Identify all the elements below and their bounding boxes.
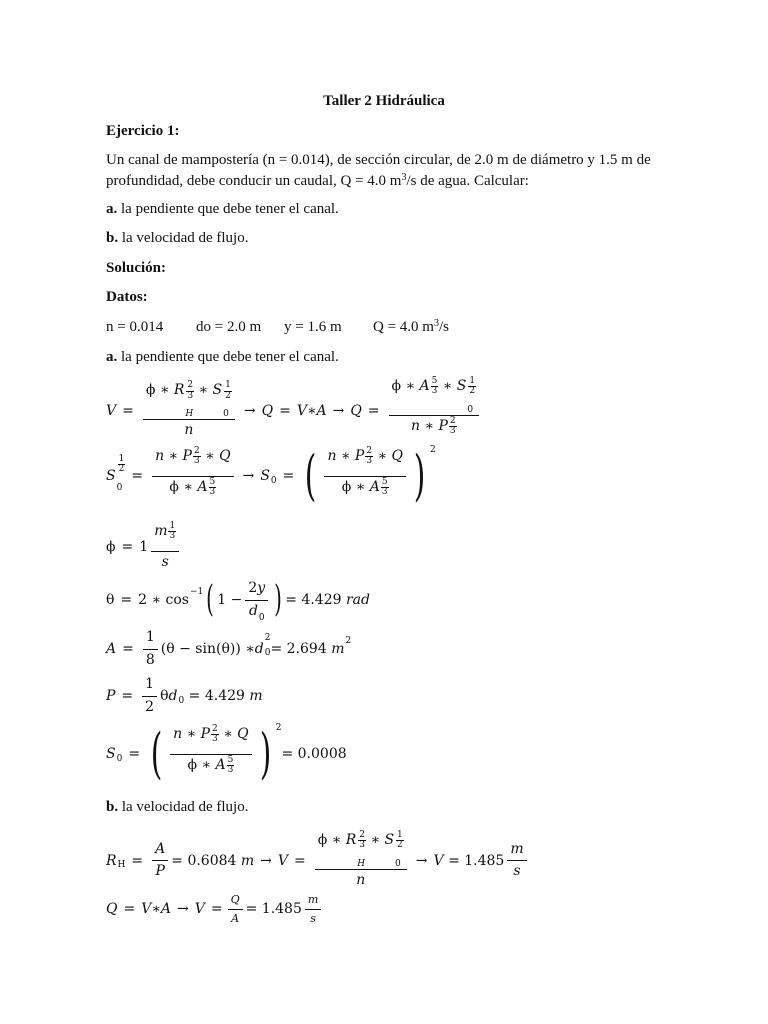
problem-text-end: /s de agua. Calcular: xyxy=(406,173,529,189)
part-b-repeat-label: b. xyxy=(106,799,119,815)
equation-phi: ϕ = 1 m $\frac{1}{3}$ s xyxy=(106,523,182,571)
theta-unit: rad xyxy=(345,592,370,608)
area-result: = 2.694 xyxy=(270,641,327,657)
data-q xyxy=(373,319,449,336)
problem-statement xyxy=(106,150,666,192)
equation-hydraulic-radius: R H = $\frac{A}{P}$ = 0.6084 m → V = ϕ ∗ R 2 3 H ∗ S 1 2 0 n → V = 1.485 $\frac{m}{s}$ xyxy=(106,832,530,889)
part-b-label: b. xyxy=(106,230,119,246)
equation-area: A = $\frac{1}{8}$ (θ − sin(θ)) ∗ d 2 0 = 2.694 m 2 xyxy=(106,629,352,668)
problem-text: Un canal de mampostería (n = 0.014), de sección circular, de 2.0 m de diámetro y 1.5 m de profundidad, debe conducir un caudal, Q = 4.0 m xyxy=(106,152,651,189)
equation-velocity-manning: V = ϕ ∗ R 2 3 H ∗ S 1 2 0 n → Q = V ∗ A → Q = ϕ ∗ A $\frac{5}{3}$ ∗ S 1 2 0 n ∗ P $\frac{2}{3}$ xyxy=(106,378,482,444)
part-a-label: a. xyxy=(106,201,118,217)
part-b-statement xyxy=(106,230,248,247)
theta-result: = 4.429 xyxy=(285,592,342,608)
v-result: = 1.485 xyxy=(448,852,505,869)
perimeter-result: = 4.429 xyxy=(188,688,245,704)
data-q-sup: 3 xyxy=(433,318,439,329)
part-a-repeat-label: a. xyxy=(106,349,118,365)
equation-continuity: Q = V ∗ A → V = $\frac{Q}{A}$ = 1.485 $\frac{m}{s}$ xyxy=(106,893,324,926)
v2-result: = 1.485 xyxy=(245,901,302,918)
data-n: n = 0.014 xyxy=(106,319,164,335)
exercise-heading: Ejercicio 1: xyxy=(106,123,180,139)
part-a-text: la pendiente que debe tener el canal. xyxy=(117,201,339,217)
part-b-repeat-text: la velocidad de flujo. xyxy=(118,799,249,815)
slope-result: = 0.0008 xyxy=(281,746,347,763)
equation-slope-derivation: S 1 2 0 = n ∗ P $\frac{2}{3}$ ∗ Q ϕ ∗ A $\frac{5}{3}$ → S 0 = ( n ∗ P $\frac{2}{3}$ ∗ Q ϕ ∗ A $\frac{5}{3}$ ) 2 xyxy=(106,444,436,508)
equation-theta: θ = 2 ∗ cos −1 ( 1 − $\frac{2y}{d_0}$ ) = 4.429 rad xyxy=(106,579,370,623)
data-heading: Datos: xyxy=(106,289,148,305)
data-do: do = 2.0 m xyxy=(196,319,262,335)
part-b-text: la velocidad de flujo. xyxy=(118,230,249,246)
document-title: Taller 2 Hidráulica xyxy=(323,93,445,109)
rh-result: = 0.6084 xyxy=(171,852,237,869)
equation-slope-result: S 0 = ( n ∗ P $\frac{2}{3}$ ∗ Q ϕ ∗ A $\frac{5}{3}$ ) 2 = 0.0008 xyxy=(106,722,347,786)
data-y: y = 1.6 m xyxy=(284,319,342,335)
part-a-statement xyxy=(106,201,339,218)
part-b-repeat xyxy=(106,799,248,816)
equation-perimeter: P = $\frac{1}{2}$ θ d 0 = 4.429 m xyxy=(106,676,263,715)
solution-heading: Solución: xyxy=(106,260,167,276)
data-q-end: /s xyxy=(438,319,449,335)
part-a-repeat-text: la pendiente que debe tener el canal. xyxy=(117,349,339,365)
data-q-text: Q = 4.0 m xyxy=(373,319,434,335)
part-a-repeat xyxy=(106,349,339,366)
problem-unit-sup: 3 xyxy=(401,172,407,183)
